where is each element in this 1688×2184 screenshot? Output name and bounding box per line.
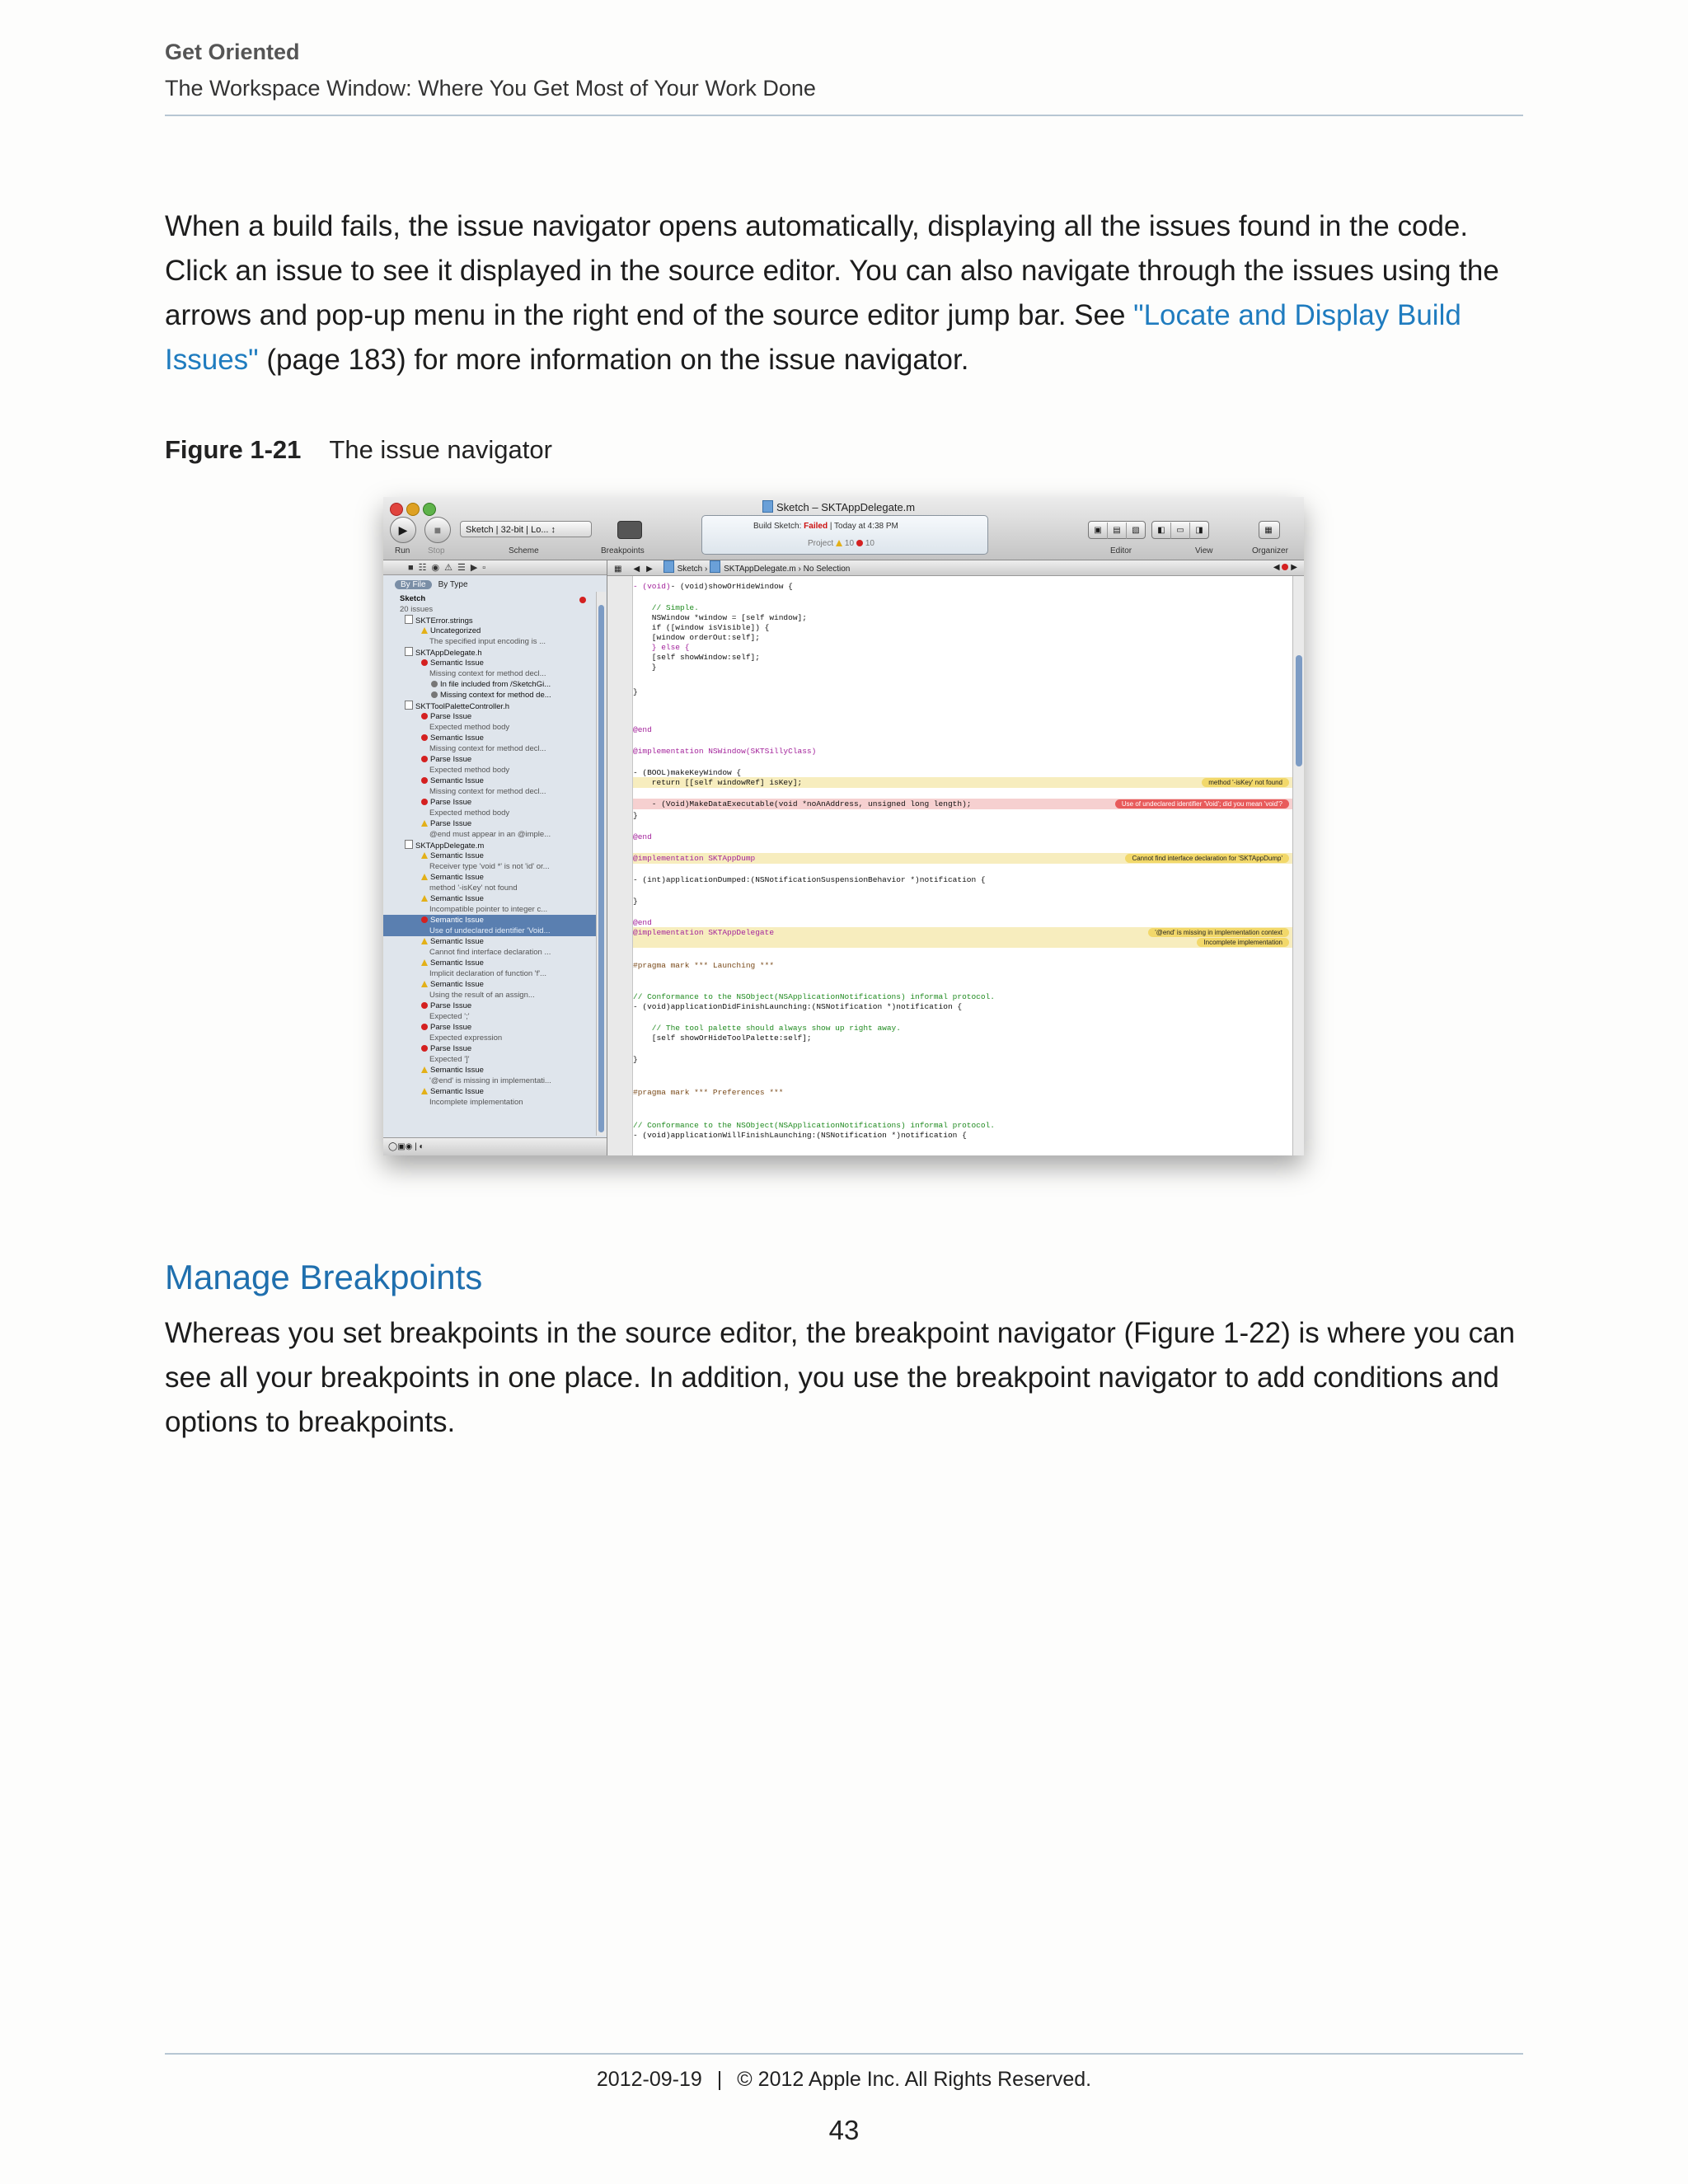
error-icon: [421, 713, 428, 719]
page-number: 43: [828, 2115, 860, 2145]
error-icon: [579, 597, 586, 603]
code-line: - (void)applicationDidFinishLaunching:(NSNotification *)notification {: [633, 1002, 963, 1011]
intro-text-2: (page 183) for more information on the issue navigator.: [258, 344, 969, 376]
header-title: The Workspace Window: Where You Get Most of Your Work Done: [165, 76, 816, 101]
list-item[interactable]: Semantic Issue Using the result of an assign...: [383, 979, 596, 1001]
code-line: @end: [633, 832, 652, 841]
info-icon: [431, 691, 438, 698]
jump-file[interactable]: SKTAppDelegate.m: [724, 565, 796, 574]
error-line: - (Void)MakeDataExecutable(void *noAnAddress, unsigned long length); Use of undeclared identifier 'Void'; did you mean 'void'?: [633, 799, 1292, 809]
code-line: NSWindow *window = [self window];: [633, 613, 807, 622]
list-item[interactable]: Semantic Issue '@end' is missing in implementati...: [383, 1065, 596, 1086]
file-icon: [710, 560, 720, 573]
code-line: if ([window isVisible]) {: [633, 623, 770, 632]
by-type-tab[interactable]: By Type: [438, 580, 468, 589]
jump-project[interactable]: Sketch: [677, 565, 703, 574]
error-icon: [421, 777, 428, 784]
footer-date: 2012-09-19: [596, 2068, 702, 2091]
error-icon: [856, 540, 863, 546]
editor-label: Editor: [1110, 546, 1132, 555]
list-item[interactable]: In file included from /SketchGi...: [383, 679, 596, 690]
file-icon: [405, 647, 413, 656]
breakpoints-button[interactable]: [617, 521, 642, 539]
warning-bubble[interactable]: Incomplete implementation: [1197, 938, 1289, 947]
intro-paragraph: [165, 204, 1525, 382]
error-icon: [421, 756, 428, 762]
file-icon: [405, 701, 413, 710]
code-line: [self showOrHideToolPalette:self];: [633, 1033, 812, 1043]
code-line: }: [633, 663, 657, 672]
issue-navigator: [383, 560, 607, 1155]
activity-viewer: [701, 515, 988, 555]
code-line: } else {: [633, 643, 690, 652]
navigator-selector-bar[interactable]: ■☷◉⚠☰▶▫: [383, 560, 607, 575]
view-segment[interactable]: ◧ ▭ ◨: [1151, 521, 1209, 539]
build-status: Build Sketch: Failed | Today at 4:38 PM: [753, 522, 898, 531]
navigator-mode-segment[interactable]: [395, 580, 468, 589]
warning-line: @implementation SKTAppDelegate '@end' is missing in implementation context: [633, 927, 1292, 938]
warning-icon: [421, 1088, 428, 1094]
list-item[interactable]: Semantic Issue Cannot find interface declaration ...: [383, 936, 596, 958]
list-item[interactable]: Semantic Issue method '-isKey' not found: [383, 872, 596, 893]
figure-caption: [165, 435, 552, 465]
organizer-button[interactable]: ▦: [1259, 521, 1280, 539]
file-icon: [405, 615, 413, 624]
code-line: #pragma mark *** Launching ***: [633, 961, 775, 970]
stop-button[interactable]: ■: [424, 517, 451, 543]
view-label: View: [1195, 546, 1213, 555]
header-section: Get Oriented: [165, 40, 300, 64]
code-line: }: [633, 687, 638, 696]
navigator-filter-bar[interactable]: ◯▣◉ | ◐: [383, 1137, 607, 1155]
editor-scrollbar[interactable]: [1292, 576, 1304, 1155]
run-button[interactable]: ▶: [390, 517, 416, 543]
scroll-thumb[interactable]: [1296, 655, 1302, 766]
code-line: // The tool palette should always show up right away.: [633, 1024, 901, 1033]
by-file-tab[interactable]: By File: [395, 580, 432, 589]
editor-segment[interactable]: ▣ ▤ ▧: [1088, 521, 1146, 539]
organizer-label: Organizer: [1252, 546, 1288, 555]
code-line: @end: [633, 725, 652, 734]
list-item[interactable]: Missing context for method de...: [383, 690, 596, 701]
stop-label: Stop: [428, 546, 445, 555]
source-editor[interactable]: [633, 576, 1292, 1155]
run-label: Run: [395, 546, 410, 555]
issue-counts[interactable]: Project 10 10: [808, 539, 874, 548]
code-line: - (BOOL)makeKeyWindow {: [633, 768, 742, 777]
warning-line: return [[self windowRef] isKey]; method '-isKey' not found: [633, 777, 1292, 788]
warning-icon: [421, 895, 428, 902]
list-item[interactable]: Semantic Issue Missing context for method decl...: [383, 658, 596, 679]
list-item[interactable]: Parse Issue Expected ';': [383, 1001, 596, 1022]
warning-icon: [421, 627, 428, 634]
code-line: @implementation NSWindow(SKTSillyClass): [633, 747, 817, 756]
list-item[interactable]: SKTAppDelegate.h: [383, 647, 596, 658]
list-item[interactable]: SKTError.strings: [383, 615, 596, 626]
issue-list: [383, 593, 596, 1108]
warning-icon: [421, 820, 428, 827]
list-item[interactable]: Parse Issue Expected ']': [383, 1043, 596, 1065]
intro-text-1: When a build fails, the issue navigator opens automatically, displaying all the issues found in the code. Click an issue to see it displayed in the source editor. You can also navigate through the issues using the arrows and pop-up menu in the right end of the source editor jump bar. See: [165, 210, 1499, 331]
warning-icon: [836, 540, 842, 546]
error-icon: [421, 1045, 428, 1052]
error-icon: [421, 1024, 428, 1030]
list-item[interactable]: Parse Issue Expected method body: [383, 754, 596, 776]
warning-bubble[interactable]: method '-isKey' not found: [1202, 778, 1289, 787]
error-icon: [421, 659, 428, 666]
code-line: @end: [633, 918, 652, 927]
jump-selection[interactable]: No Selection: [803, 565, 851, 574]
breakpoints-paragraph: Whereas you set breakpoints in the source editor, the breakpoint navigator (Figure 1-22) is where you can see all your breakpoints in one place. In addition, you use the breakpoint navigator to add conditions and options to breakpoints.: [165, 1317, 1516, 1438]
warning-bubble[interactable]: Cannot find interface declaration for 'SKTAppDump': [1125, 854, 1289, 863]
issue-stepper[interactable]: ◀ ▶: [1273, 563, 1297, 572]
document-icon: [762, 500, 773, 513]
error-icon: [421, 734, 428, 741]
section-heading: Manage Breakpoints: [165, 1258, 483, 1296]
scroll-thumb[interactable]: [598, 605, 604, 1132]
window-title: Sketch – SKTAppDelegate.m: [762, 500, 915, 513]
code-line: [window orderOut:self];: [633, 633, 760, 642]
list-item[interactable]: Semantic Issue Incomplete implementation: [383, 1086, 596, 1108]
footer-text: 2012-09-19 | © 2012 Apple Inc. All Rights Reserved.: [596, 2068, 1092, 2091]
list-item[interactable]: Parse Issue Expected method body: [383, 711, 596, 733]
error-bubble[interactable]: Use of undeclared identifier 'Void'; did you mean 'void'?: [1115, 799, 1289, 808]
code-line: #pragma mark *** Preferences ***: [633, 1088, 784, 1097]
list-item[interactable]: Parse Issue Expected method body: [383, 797, 596, 818]
code-line: }: [633, 897, 638, 906]
list-item[interactable]: Uncategorized The specified input encoding is ...: [383, 626, 596, 647]
footer-copyright: © 2012 Apple Inc. All Rights Reserved.: [737, 2068, 1092, 2091]
warning-icon: [421, 938, 428, 944]
file-icon: [405, 840, 413, 849]
code-line: // Conformance to the NSObject(NSApplicationNotifications) informal protocol.: [633, 992, 995, 1001]
code-line: [self showWindow:self];: [633, 653, 760, 662]
list-item[interactable]: Semantic Issue Implicit declaration of function 'f'...: [383, 958, 596, 979]
list-item[interactable]: SKTAppDelegate.m: [383, 840, 596, 851]
list-item[interactable]: Semantic Issue Incompatible pointer to integer c...: [383, 893, 596, 915]
figure-number: Figure 1-21: [165, 435, 302, 464]
code-line: - (void)- (void)showOrHideWindow {: [633, 582, 793, 591]
list-item[interactable]: Semantic Issue Missing context for method decl...: [383, 776, 596, 797]
code-line: - (int)applicationDumped:(NSNotificationSuspensionBehavior *)notification {: [633, 875, 986, 884]
zoom-dot-icon[interactable]: [423, 503, 436, 516]
warning-icon: [421, 981, 428, 987]
code-line: }: [633, 1055, 638, 1064]
warning-line: [633, 937, 1292, 948]
close-dot-icon[interactable]: [390, 503, 403, 516]
toolbar: [383, 497, 1304, 560]
warning-icon: [421, 852, 428, 859]
list-item[interactable]: Semantic Issue Receiver type 'void *' is not 'id' or...: [383, 851, 596, 872]
error-icon: [421, 1002, 428, 1009]
locate-build-issues-link[interactable]: "Locate and Display Build Issues": [165, 299, 1461, 376]
list-item[interactable]: Parse Issue @end must appear in an @imple...: [383, 818, 596, 840]
list-item[interactable]: Parse Issue Expected expression: [383, 1022, 596, 1043]
list-item[interactable]: SKTToolPaletteController.h: [383, 701, 596, 711]
code-line: // Conformance to the NSObject(NSApplicationNotifications) informal protocol.: [633, 1121, 995, 1130]
build-failed-text: Failed: [804, 522, 828, 531]
header-rule: [165, 115, 1523, 116]
xcode-screenshot: [383, 497, 1304, 1155]
breakpoints-label: Breakpoints: [601, 546, 645, 555]
line-number-gutter: [607, 576, 633, 1155]
code-line: // Simple.: [633, 603, 699, 612]
warning-bubble[interactable]: '@end' is missing in implementation context: [1148, 928, 1289, 937]
error-icon: [421, 916, 428, 923]
figure-title: The issue navigator: [329, 435, 552, 464]
warning-icon: [421, 1066, 428, 1073]
selected-issue-row[interactable]: Semantic Issue Use of undeclared identifier 'Void...: [383, 915, 596, 936]
code-line: - (void)applicationWillFinishLaunching:(NSNotification *)notification {: [633, 1131, 967, 1140]
navigator-scrollbar[interactable]: [596, 592, 606, 1136]
scheme-label: Scheme: [509, 546, 539, 555]
minimize-dot-icon[interactable]: [406, 503, 420, 516]
project-row[interactable]: Sketch 20 issues: [383, 593, 596, 615]
list-item[interactable]: Semantic Issue Missing context for method decl...: [383, 733, 596, 754]
scheme-popup[interactable]: Sketch | 32-bit | Lo... ↕: [460, 521, 592, 537]
warning-line: @implementation SKTAppDump Cannot find interface declaration for 'SKTAppDump': [633, 853, 1292, 864]
error-icon: [1282, 564, 1288, 570]
footer-rule: [165, 2053, 1523, 2055]
warning-icon: [421, 959, 428, 966]
info-icon: [431, 681, 438, 687]
warning-icon: [421, 874, 428, 880]
code-line: }: [633, 811, 638, 820]
jump-bar[interactable]: ▦ ◀ ▶ Sketch › SKTAppDelegate.m › No Selection ◀ ▶: [607, 560, 1304, 576]
error-icon: [421, 799, 428, 805]
project-icon: [663, 560, 674, 573]
